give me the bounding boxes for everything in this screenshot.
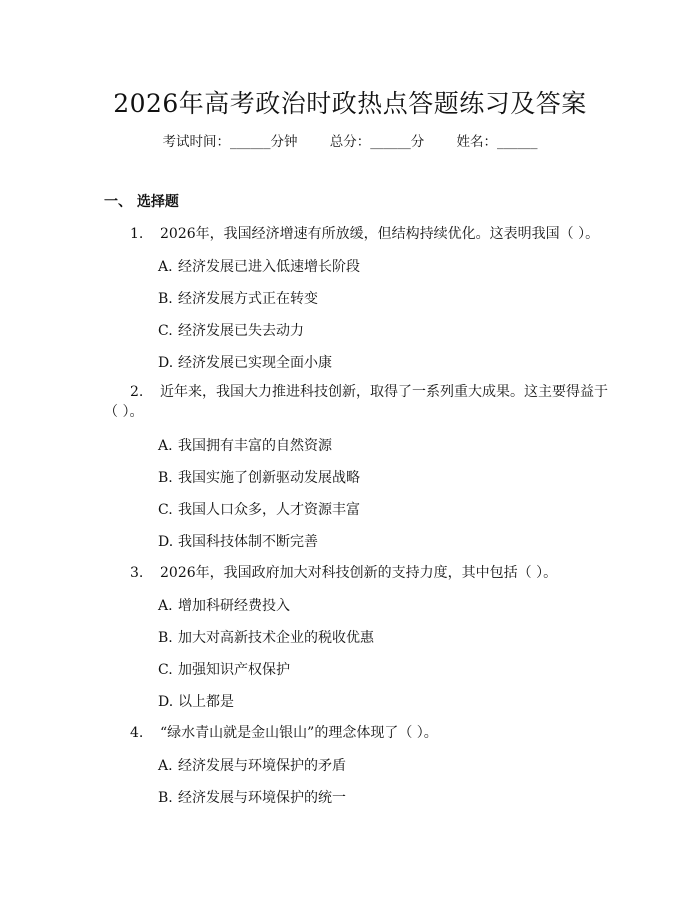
question-1-option-b [158, 288, 318, 308]
question-2-option-a [158, 435, 332, 455]
option-text: 我国科技体制不断完善 [178, 534, 318, 550]
option-letter: C. [158, 323, 173, 339]
question-3-option-c [158, 659, 290, 679]
option-letter: D. [158, 355, 174, 371]
option-letter: D. [158, 534, 174, 550]
question-text-line1: 近年来，我国大力推进科技创新，取得了一系列重大成果。这主要得益于 [160, 384, 608, 400]
option-letter: B. [158, 470, 173, 486]
question-4-option-a [158, 755, 346, 775]
option-text: 经济发展与环境保护的统一 [178, 790, 346, 806]
question-number: 4. [130, 725, 144, 741]
option-text: 我国拥有丰富的自然资源 [178, 438, 332, 454]
option-letter: A. [158, 259, 173, 275]
option-text: 经济发展方式正在转变 [178, 291, 318, 307]
exam-time-label: 考试时间：______分钟 [162, 134, 298, 150]
option-text: 我国人口众多，人才资源丰富 [178, 502, 360, 518]
option-letter: D. [158, 694, 174, 710]
question-2-option-b [158, 467, 360, 487]
question-3-option-a [158, 595, 290, 615]
question-3 [130, 563, 557, 583]
question-number: 3. [130, 565, 144, 581]
question-2 [130, 382, 608, 402]
option-letter: C. [158, 662, 173, 678]
question-text-line2: （ ）。 [104, 404, 144, 420]
option-letter: C. [158, 502, 173, 518]
question-4 [130, 723, 438, 743]
question-number: 1. [130, 226, 144, 242]
question-1-option-a [158, 256, 360, 276]
option-text: 增加科研经费投入 [178, 598, 290, 614]
question-text: 2026年，我国经济增速有所放缓，但结构持续优化。这表明我国（ ）。 [160, 226, 600, 242]
question-2-continuation [104, 402, 143, 422]
question-text: 2026年，我国政府加大对科技创新的支持力度，其中包括（ ）。 [160, 565, 558, 581]
question-2-option-c [158, 499, 360, 519]
option-letter: A. [158, 438, 173, 454]
document-title: 2026年高考政治时政热点答题练习及答案 [113, 89, 587, 118]
question-1-option-d [158, 352, 332, 372]
question-3-option-b [158, 627, 374, 647]
section-heading: 一、 选择题 [104, 194, 179, 210]
name-label: 姓名：______ [456, 134, 538, 150]
total-score-label: 总分：______分 [329, 134, 425, 150]
question-3-option-d [158, 691, 234, 711]
question-2-option-d [158, 531, 318, 551]
option-text: 我国实施了创新驱动发展战略 [178, 470, 360, 486]
exam-meta [0, 130, 700, 150]
option-text: 加大对高新技术企业的税收优惠 [178, 630, 374, 646]
option-letter: B. [158, 790, 173, 806]
option-letter: B. [158, 291, 173, 307]
question-number: 2. [130, 384, 144, 400]
option-text: 经济发展已进入低速增长阶段 [178, 259, 360, 275]
option-text: 经济发展与环境保护的矛盾 [178, 758, 346, 774]
question-text: “绿水青山就是金山银山”的理念体现了（ ）。 [160, 725, 438, 741]
option-text: 加强知识产权保护 [178, 662, 290, 678]
option-letter: A. [158, 758, 173, 774]
question-1-option-c [158, 320, 304, 340]
option-text: 经济发展已失去动力 [178, 323, 304, 339]
option-text: 以上都是 [178, 694, 234, 710]
question-4-option-b [158, 787, 346, 807]
option-letter: A. [158, 598, 173, 614]
question-1 [130, 224, 599, 244]
option-letter: B. [158, 630, 173, 646]
option-text: 经济发展已实现全面小康 [178, 355, 332, 371]
